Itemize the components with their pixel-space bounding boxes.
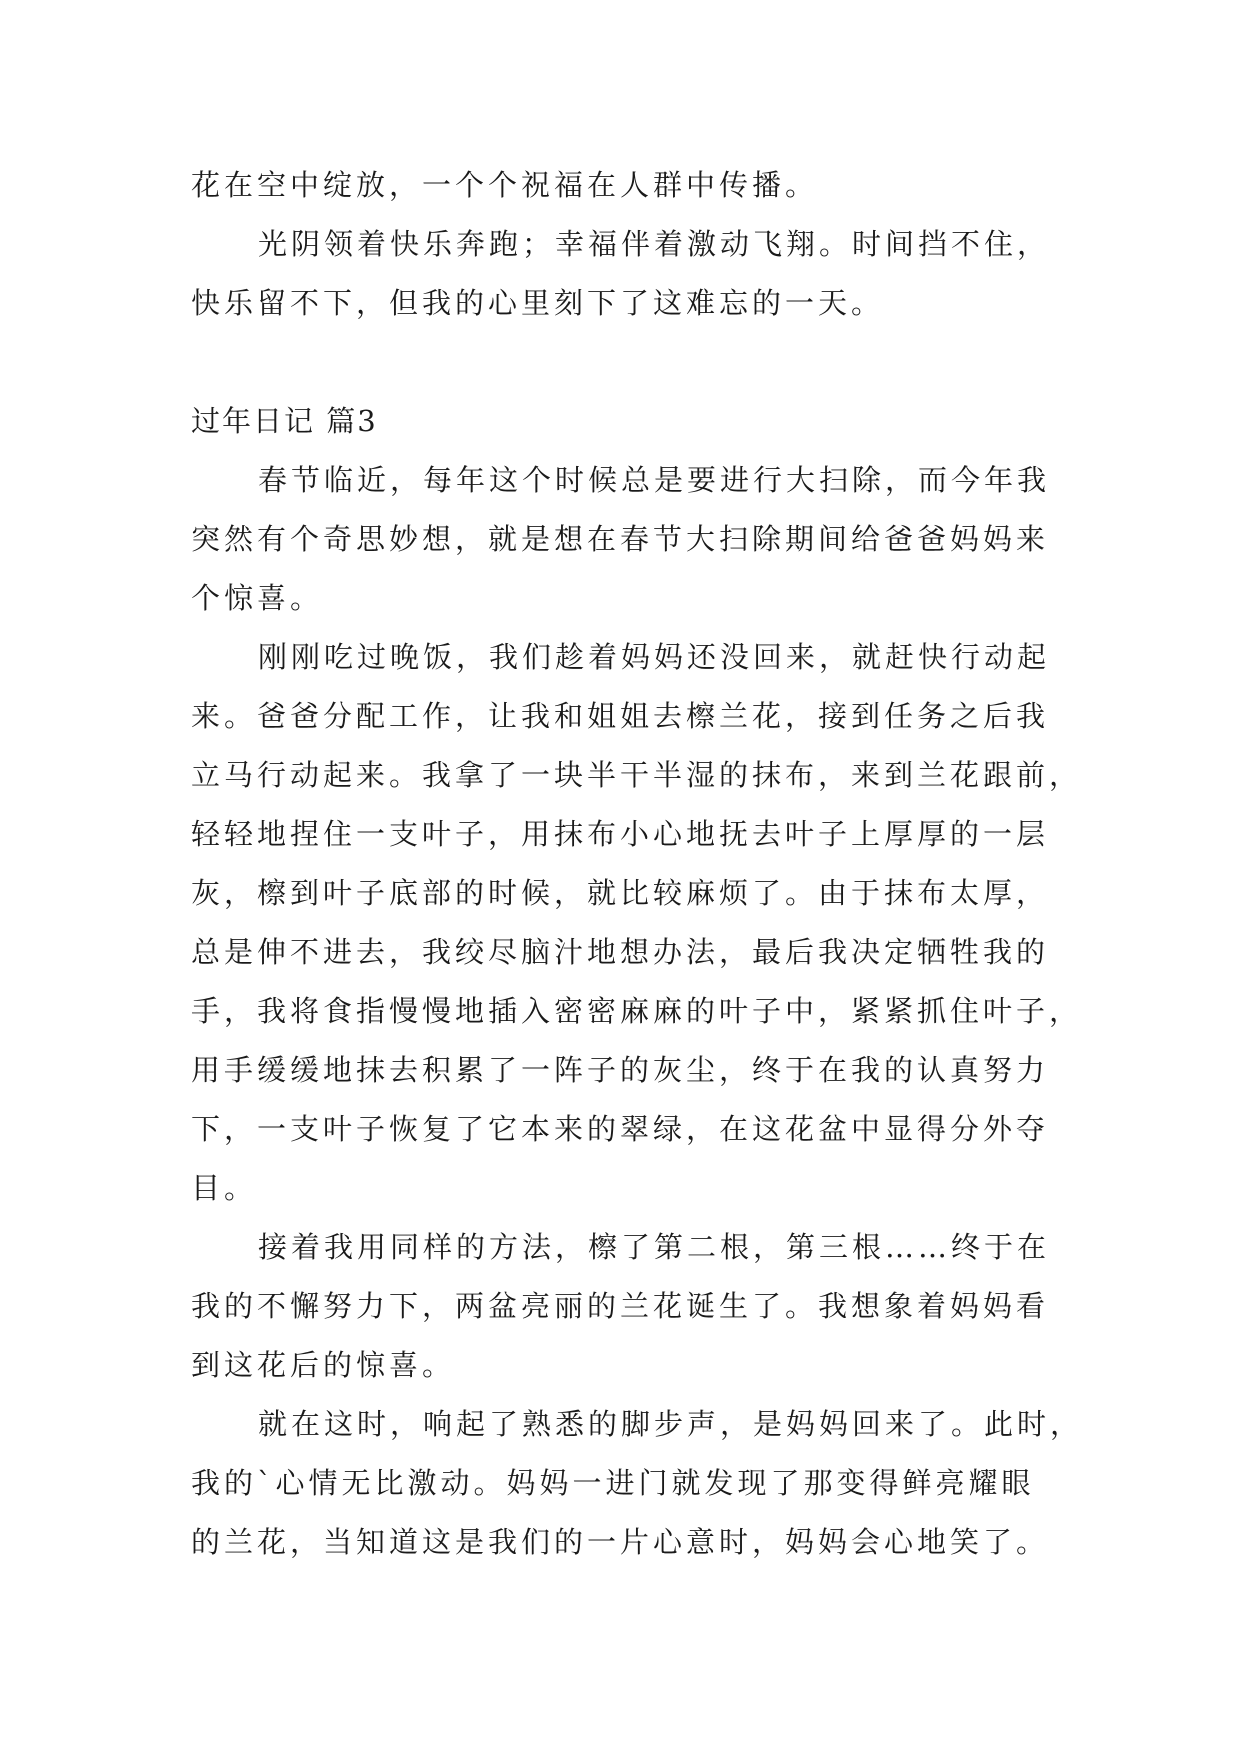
text-line: 快乐留不下，但我的心里刻下了这难忘的一天。	[191, 286, 885, 320]
paragraph	[191, 451, 1091, 628]
paragraph	[191, 628, 1091, 1218]
text-line: 刚刚吃过晚饭，我们趁着妈妈还没回来，就赶快行动起	[258, 640, 1051, 674]
entry-title: 过年日记 篇3	[191, 404, 378, 438]
text-line: 突然有个奇思妙想，就是想在春节大扫除期间给爸爸妈妈来	[191, 522, 1050, 556]
text-line: 就在这时，响起了熟悉的脚步声，是妈妈回来了。此时，	[258, 1407, 1084, 1441]
text-line: 手，我将食指慢慢地插入密密麻麻的叶子中，紧紧抓住叶子，	[191, 994, 1083, 1028]
text-line: 灰，檫到叶子底部的时候，就比较麻烦了。由于抹布太厚，	[191, 876, 1050, 910]
text-line: 个惊喜。	[191, 581, 324, 615]
text-line: 的兰花，当知道这是我们的一片心意时，妈妈会心地笑了。	[191, 1525, 1050, 1559]
text-line: 花在空中绽放，一个个祝福在人群中传播。	[191, 168, 819, 202]
text-line: 轻轻地捏住一支叶子，用抹布小心地抚去叶子上厚厚的一层	[191, 817, 1050, 851]
document-page	[191, 156, 1091, 1572]
text-line: 光阴领着快乐奔跑；幸福伴着激动飞翔。时间挡不住，	[258, 227, 1051, 261]
paragraph	[191, 1395, 1091, 1572]
text-line: 目。	[191, 1171, 258, 1205]
text-line: 用手缓缓地抹去积累了一阵子的灰尘，终于在我的认真努力	[191, 1053, 1050, 1087]
text-line: 来。爸爸分配工作，让我和姐姐去檫兰花，接到任务之后我	[191, 699, 1050, 733]
text-line: 我的不懈努力下，两盆亮丽的兰花诞生了。我想象着妈妈看	[191, 1289, 1050, 1323]
paragraph	[191, 215, 1091, 333]
paragraph	[191, 1218, 1091, 1395]
blank-line	[191, 333, 1091, 392]
text-line: 到这花后的惊喜。	[191, 1348, 456, 1382]
text-line: 下，一支叶子恢复了它本来的翠绿，在这花盆中显得分外夺	[191, 1112, 1050, 1146]
text-line: 立马行动起来。我拿了一块半干半湿的抹布，来到兰花跟前，	[191, 758, 1083, 792]
text-line: 接着我用同样的方法，檫了第二根，第三根……终于在	[258, 1230, 1051, 1264]
text-line: 总是伸不进去，我绞尽脑汁地想办法，最后我决定牺牲我的	[191, 935, 1050, 969]
text-line: 我的`心情无比激动。妈妈一进门就发现了那变得鲜亮耀眼	[191, 1466, 1035, 1500]
paragraph	[191, 156, 1091, 215]
text-line: 春节临近，每年这个时候总是要进行大扫除，而今年我	[258, 463, 1051, 497]
